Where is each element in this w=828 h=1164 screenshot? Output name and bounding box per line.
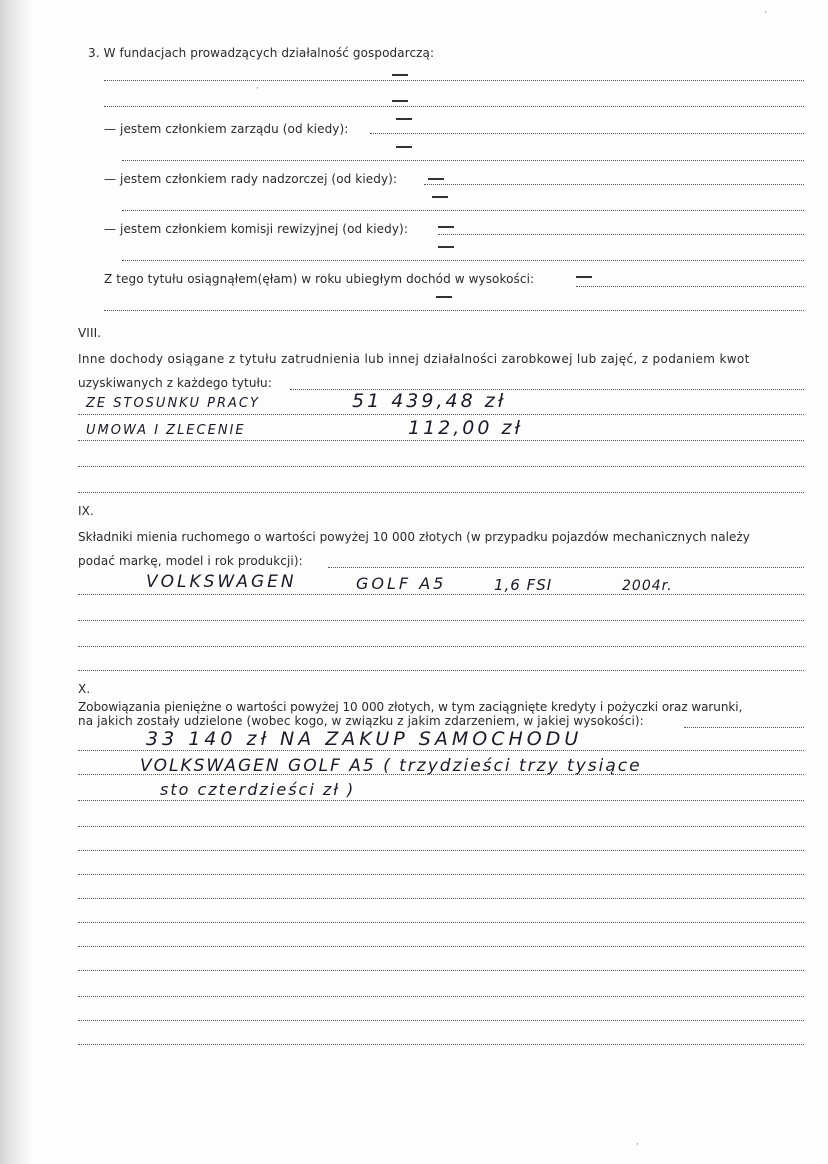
answer-line [78,774,804,775]
answer-line [78,800,804,801]
answer-line [104,310,804,311]
answer-line [78,1020,804,1021]
vehicle-engine: 1,6 FSI [494,576,553,594]
answer-line [78,850,804,851]
section-x-text-2: na jakich zostały udzielone (wobec kogo, w związku z jakim zdarzeniem, w jakiej wysokości): [78,714,644,728]
empty-dash [438,226,454,228]
empty-dash [436,296,452,298]
section-x-text-1: Zobowiązania pieniężne o wartości powyżej 10 000 złotych, w tym zaciągnięte kredyty i pożyczki oraz warunki, [78,700,743,714]
answer-line [684,727,804,728]
vehicle-model: GOLF A5 [356,574,447,593]
income-source-1: ZE STOSUNKU PRACY [86,396,260,411]
answer-line [78,1044,804,1045]
answer-line [424,184,804,185]
answer-line [122,260,804,261]
empty-dash [396,118,412,120]
liability-text-1: 33 140 zł NA ZAKUP SAMOCHODU [146,728,583,750]
section-viii-text-2: uzyskiwanych z każdego tytułu: [78,376,272,390]
scan-speck: · [636,1140,639,1150]
section-ix-text-2: podać markę, model i rok produkcji): [78,554,303,568]
answer-line [122,160,804,161]
empty-dash [392,74,408,76]
answer-line [78,874,804,875]
section-3-label: 3. W fundacjach prowadzących działalność gospodarczą: [88,46,435,60]
answer-line [78,946,804,947]
answer-line [78,922,804,923]
liability-text-3: sto czterdzieści zł ) [160,780,356,799]
scan-speck: · [764,8,767,18]
answer-line [104,106,804,107]
section-viii-text-1: Inne dochody osiągane z tytułu zatrudnienia lub innej działalności zarobkowej lub zajęć, z podaniem kwot [78,352,750,366]
answer-line [78,620,804,621]
empty-dash [432,196,448,198]
answer-line [78,414,804,415]
empty-dash [392,100,408,102]
income-amount-2: 112,00 zł [408,417,523,439]
answer-line [78,440,804,441]
answer-line [78,996,804,997]
section-x-heading: X. [78,682,91,696]
answer-line [78,646,804,647]
scan-speck: · [256,84,259,94]
vehicle-year: 2004r. [622,578,673,594]
answer-line [78,826,804,827]
answer-line [78,750,804,751]
empty-dash [396,146,412,148]
section-ix-heading: IX. [78,504,94,518]
income-amount-1: 51 439,48 zł [352,390,507,412]
answer-line [328,567,804,568]
komisja-label: — jestem członkiem komisji rewizyjnej (od kiedy): [104,222,408,236]
dochod-label: Z tego tytułu osiągnąłem(ęłam) w roku ubiegłym dochód w wysokości: [104,272,535,286]
answer-line [78,492,804,493]
liability-text-2: VOLKSWAGEN GOLF A5 ( trzydzieści trzy tysiące [140,756,642,776]
answer-line [78,466,804,467]
answer-line [78,898,804,899]
answer-line [104,80,804,81]
answer-line [122,210,804,211]
income-source-2: UMOWA I ZLECENIE [86,423,246,438]
section-ix-text-1: Składniki mienia ruchomego o wartości powyżej 10 000 złotych (w przypadku pojazdów mechanicznych należy [78,530,750,544]
answer-line [78,670,804,671]
section-viii-heading: VIII. [78,326,102,340]
empty-dash [438,246,454,248]
answer-line [78,970,804,971]
vehicle-make: VOLKSWAGEN [146,572,297,592]
answer-line [438,234,804,235]
answer-line [78,594,804,595]
empty-dash [576,276,592,278]
rada-label: — jestem członkiem rady nadzorczej (od kiedy): [104,172,398,186]
empty-dash [428,178,444,180]
zarzad-label: — jestem członkiem zarządu (od kiedy): [104,122,349,136]
answer-line [370,133,804,134]
answer-line [576,286,804,287]
